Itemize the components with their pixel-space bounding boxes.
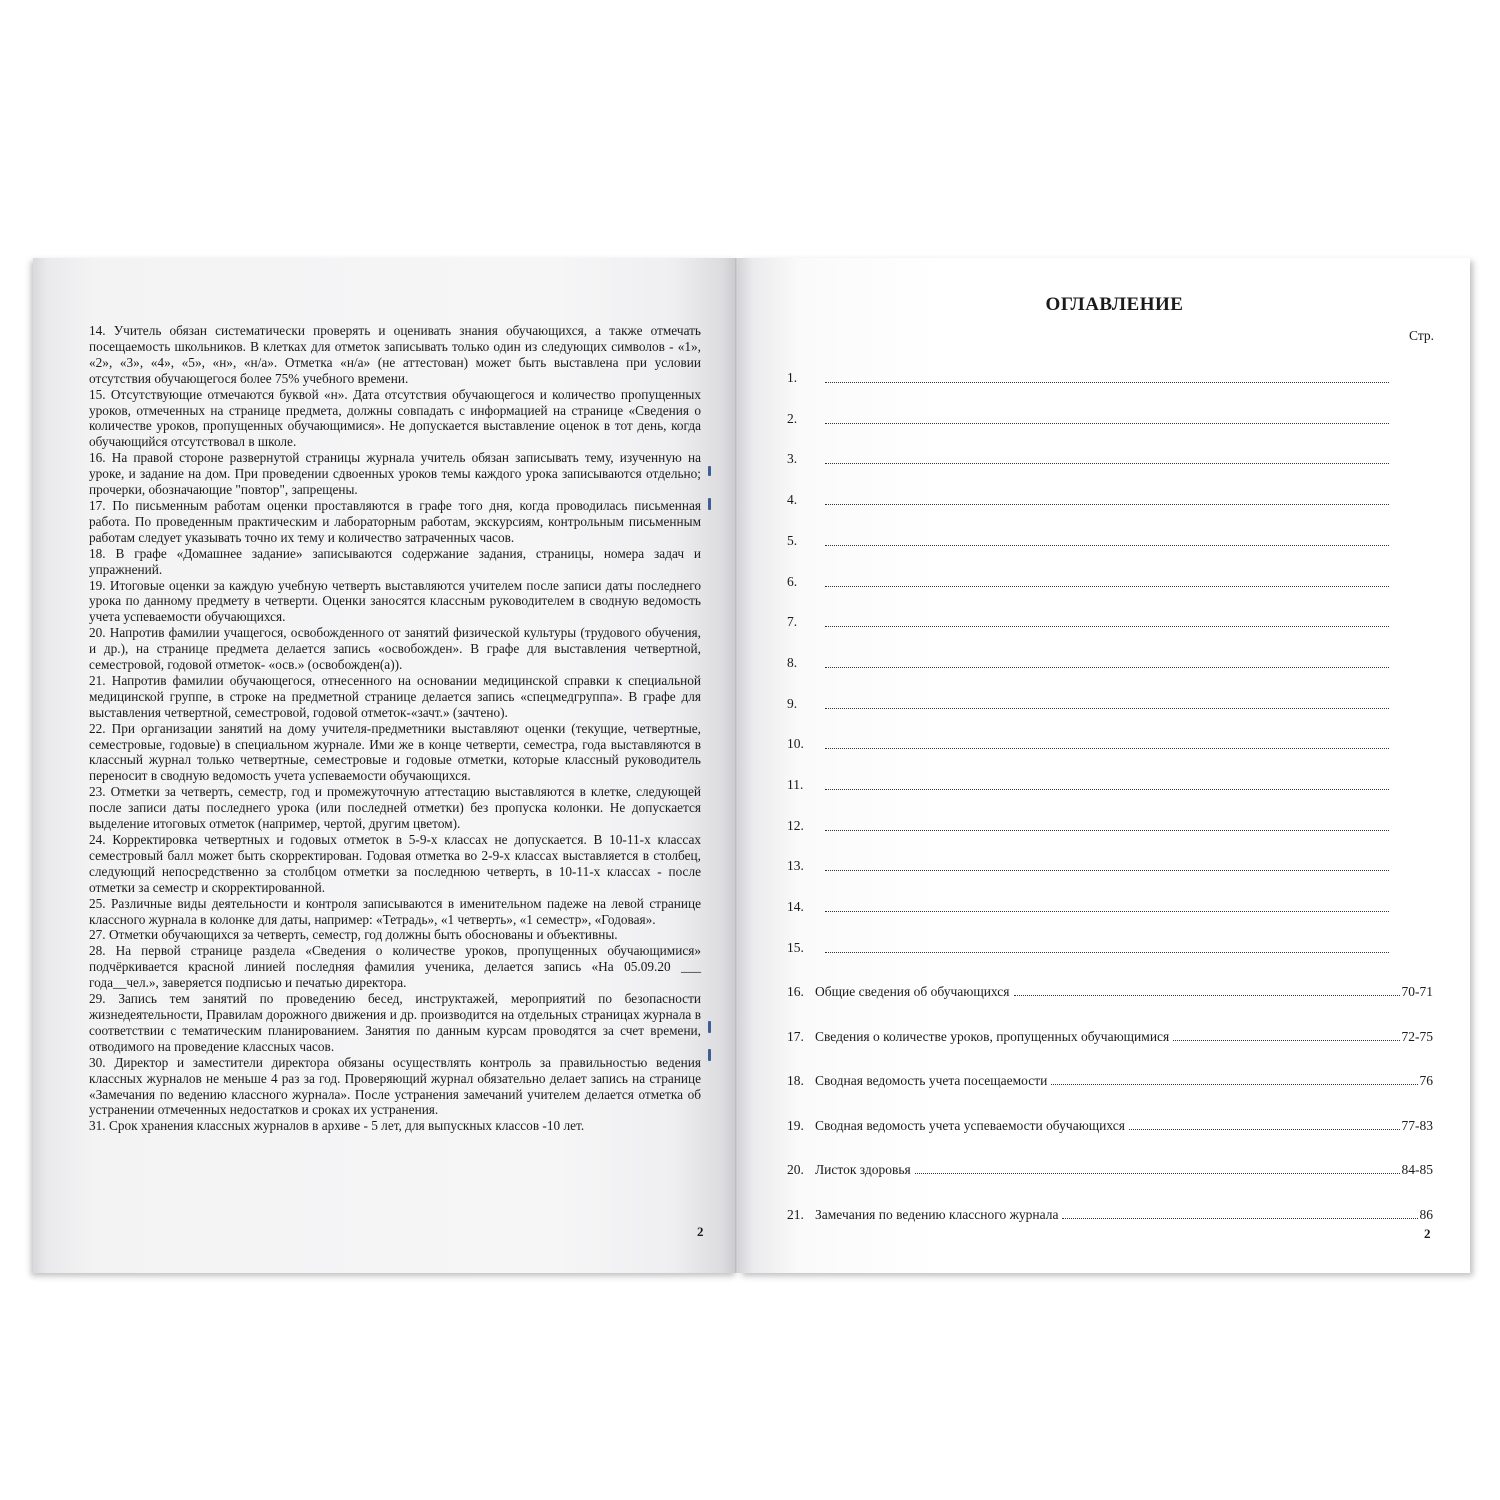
toc-dotted-line (825, 708, 1389, 709)
toc-entry-title: Сводная ведомость учета посещаемости (815, 1073, 1048, 1088)
toc-dotted-line (825, 870, 1389, 871)
rule-paragraph: 25. Различные виды деятельности и контроля записываются в именительном падеже на левой странице классного журнала в колонке для даты, например: «Тетрадь», «1 четверть», «1 семестр», «Годовая». (89, 895, 701, 927)
toc-entry-row (787, 1160, 1433, 1178)
toc-row-number: 10. (787, 736, 804, 752)
toc-dotted-line (825, 545, 1389, 546)
toc-blank-row (787, 899, 1389, 917)
toc-entry-leader (1173, 1039, 1399, 1041)
toc-row-number: 4. (787, 492, 798, 508)
toc-dotted-line (825, 748, 1389, 749)
toc-row-number: 13. (787, 858, 804, 874)
toc-dotted-line (825, 789, 1389, 790)
toc-entry-pages: 76 (1419, 1073, 1433, 1088)
toc-row-number: 11. (787, 777, 804, 792)
toc-blank-row (787, 451, 1389, 469)
toc-blank-row (787, 370, 1389, 388)
toc-dotted-line (825, 626, 1389, 627)
rule-paragraph: 19. Итоговые оценки за каждую учебную четверть выставляются учителем после записи даты последнего урока по данному предмету в четверти. Оценки заносятся классным руководителем в сводную ведомость учета успеваемости обучающихся. (89, 577, 701, 625)
toc-dotted-line (825, 911, 1389, 912)
left-page (33, 258, 737, 1273)
rule-paragraph: 24. Корректировка четвертных и годовых отметок в 5-9-х классах не допускается. В 10-11-х классах семестровый балл может быть скорректирован. Годовая отметка во 2-9-х классах выставляется в столбец, следующий непосредственно за столбцом отметки за последнюю четверть, в 10-11-х классах - после отметки за семестр и скорректированной. (89, 832, 701, 895)
rule-paragraph: 30. Директор и заместители директора обязаны осуществлять контроль за правильностью ведения классных журналов не меньше 4 раз за год. Проверяющий журнал обязательно делает запись на странице «Замечания по ведению классного журнала». После устранения замечаний учителем делается отметка об устранении отмеченных недостатков и сроках их устранения. (89, 1054, 701, 1118)
toc-entry-pages: 86 (1419, 1206, 1433, 1222)
toc-entry-number: 16. (787, 984, 804, 999)
toc-blank-row (787, 411, 1389, 429)
toc-dotted-line (825, 586, 1389, 587)
toc-blank-row (787, 777, 1389, 795)
toc-blank-row (787, 696, 1389, 714)
left-page-number: 2 (697, 1224, 704, 1239)
rule-paragraph: 15. Отсутствующие отмечаются буквой «н». Дата отсутствия обучающегося и количество пропущенных уроков, отмеченных на странице предмета, должны совпадать с информацией на странице «Сведения о количестве уроков, пропущенных обучающимися». Не допускается выставление оценок в тот день, когда обучающийся отсутствовал в школе. (89, 386, 701, 450)
toc-entry-row (787, 1205, 1433, 1223)
toc-blank-row (787, 818, 1389, 836)
rule-paragraph: 14. Учитель обязан систематически проверять и оценивать знания обучающихся, а также отмечать посещаемость школьников. В клетках для отметок записывать только один из следующих символов - «1», «2», «3», «4», «5», «н», «н/а». Отметка «н/а» (не аттестован) может быть выставлена при условии отсутствия обучающегося более 75% учебного времени. (89, 323, 701, 386)
toc-dotted-line (825, 830, 1389, 831)
staple-mark (708, 466, 711, 476)
toc-entry-pages: 70-71 (1401, 984, 1433, 999)
staple-mark (708, 498, 711, 510)
toc-blank-row (787, 736, 1389, 754)
toc-entry-leader (1129, 1128, 1400, 1130)
right-page (739, 258, 1470, 1273)
toc-entry-title: Замечания по ведению классного журнала (815, 1206, 1059, 1222)
toc-dotted-line (825, 667, 1389, 668)
toc-entry-title: Листок здоровья (815, 1162, 911, 1177)
toc-row-number: 5. (787, 532, 798, 548)
rule-paragraph: 17. По письменным работам оценки проставляются в графе того дня, когда проводилась письменная работа. По проведенным практическим и лабораторным работам, экскурсиям, контрольным письменным работам следует указывать точно их тему и количество затраченных часов. (89, 497, 701, 545)
toc-blank-row (787, 533, 1389, 551)
toc-dotted-line (825, 463, 1389, 464)
page-column-label: Стр. (1409, 328, 1435, 343)
toc-dotted-line (825, 504, 1389, 505)
toc-entry-row (787, 1116, 1433, 1134)
rule-paragraph: 21. Напротив фамилии обучающегося, отнесенного на основании медицинской справки к специальной медицинской группе, в строке на предметной странице делается запись «спецмедгруппа». В графе для выставления четвертной, семестровой, годовой отметок-«зачт.» (зачтено). (89, 672, 701, 720)
toc-entry-pages: 84-85 (1401, 1162, 1433, 1177)
toc-entry-row (787, 1027, 1433, 1045)
toc-blank-row (787, 614, 1389, 632)
toc-entry-leader (915, 1172, 1400, 1174)
toc-dotted-line (825, 952, 1389, 953)
rule-paragraph: 20. Напротив фамилии учащегося, освобожденного от занятий физической культуры (трудового обучения, и др.), на странице предмета делается запись «освобожден». В графе для выставления четвертной, семестровой, годовой отметок- «осв.» (освобожден(а)). (89, 625, 701, 673)
toc-dotted-line (825, 423, 1389, 424)
toc-blank-row (787, 492, 1389, 510)
toc-row-number: 3. (787, 451, 798, 467)
toc-entry-row (787, 982, 1433, 1000)
toc-blank-row (787, 940, 1389, 958)
toc-row-number: 14. (787, 899, 804, 915)
toc-entry-leader (1051, 1083, 1417, 1085)
toc-entry-pages: 77-83 (1401, 1117, 1433, 1133)
toc-dotted-line (825, 382, 1389, 383)
rules-text (89, 323, 701, 1134)
toc-entry-title: Сводная ведомость учета успеваемости обучающихся (815, 1117, 1125, 1133)
toc-entry-pages: 72-75 (1401, 1028, 1433, 1044)
toc-row-number: 1. (787, 370, 798, 385)
toc-row-number: 6. (787, 573, 798, 589)
toc-entry-leader (1062, 1217, 1417, 1219)
rule-paragraph: 23. Отметки за четверть, семестр, год и промежуточную аттестацию выставляются в клетке, следующей после записи даты последнего урока (или последней отметки) без пропуска колонки. Не допускается выделение итоговых отметок (например, чертой, другим цветом). (89, 784, 701, 832)
rule-paragraph: 29. Запись тем занятий по проведению бесед, инструктажей, мероприятий по безопасности жизнедеятельности, Правилам дорожного движения и др. производится на отдельных страницах журнала в соответствии с тематическим планированием. Занятия по данным курсам проводятся за счет времени, отводимого на проведение классных часов. (89, 991, 701, 1054)
rule-paragraph: 27. Отметки обучающихся за четверть, семестр, год должны быть обоснованы и объективны. (89, 927, 618, 943)
toc-blank-row (787, 655, 1389, 673)
toc-entry-number: 21. (787, 1206, 804, 1222)
staple-mark (708, 1049, 711, 1061)
toc-row-number: 9. (787, 695, 798, 711)
toc-entry-leader (1014, 994, 1400, 996)
toc-title: ОГЛАВЛЕНИЕ (1045, 294, 1184, 315)
toc-row-number: 8. (787, 654, 798, 670)
toc-entry-title: Общие сведения об обучающихся (815, 984, 1010, 999)
toc-entry-number: 20. (787, 1162, 804, 1177)
toc-entry-row (787, 1071, 1433, 1089)
toc-blank-row (787, 858, 1389, 876)
toc-blank-row (787, 574, 1389, 592)
rule-paragraph: 28. На первой странице раздела «Сведения о количестве уроков, пропущенных обучающимися» подчёркивается красной линией последняя фамилия ученика, делается запись «На 05.09.20 ___ года__чел.», заверяется подписью и печатью директора. (89, 943, 701, 991)
rule-paragraph: 22. При организации занятий на дому учителя-предметники выставляют оценки (текущие, четвертные, семестровые, годовые) в специальном журнале. Ими же в конце четверти, семестра, года выставляются в классный журнал только четвертные, семестровые и годовые отметки, которые классный руководитель переносит в сводную ведомость учета успеваемости обучающихся. (89, 720, 701, 784)
journal-spread (33, 258, 1470, 1273)
toc-row-number: 15. (787, 939, 804, 955)
toc-entry-number: 18. (787, 1073, 804, 1088)
toc-entry-title: Сведения о количестве уроков, пропущенных обучающимися (815, 1028, 1170, 1044)
toc-row-number: 2. (787, 410, 798, 426)
toc-entry-number: 17. (787, 1028, 804, 1044)
rule-paragraph: 16. На правой стороне развернутой страницы журнала учитель обязан записывать тему, изученную на уроке, и задание на дом. При проведении сдвоенных уроков темы каждого урока записываются отдельно; прочерки, обозначающие "повтор", запрещены. (89, 450, 701, 498)
toc-entry-number: 19. (787, 1117, 804, 1133)
rule-paragraph: 31. Срок хранения классных журналов в архиве - 5 лет, для выпускных классов -10 лет. (89, 1118, 585, 1134)
toc-row-number: 7. (787, 614, 798, 630)
right-page-number: 2 (1424, 1226, 1431, 1241)
rule-paragraph: 18. В графе «Домашнее задание» записываются содержание задания, страницы, номера задач и упражнений. (89, 545, 701, 577)
staple-mark (708, 1021, 711, 1033)
toc-row-number: 12. (787, 817, 804, 833)
